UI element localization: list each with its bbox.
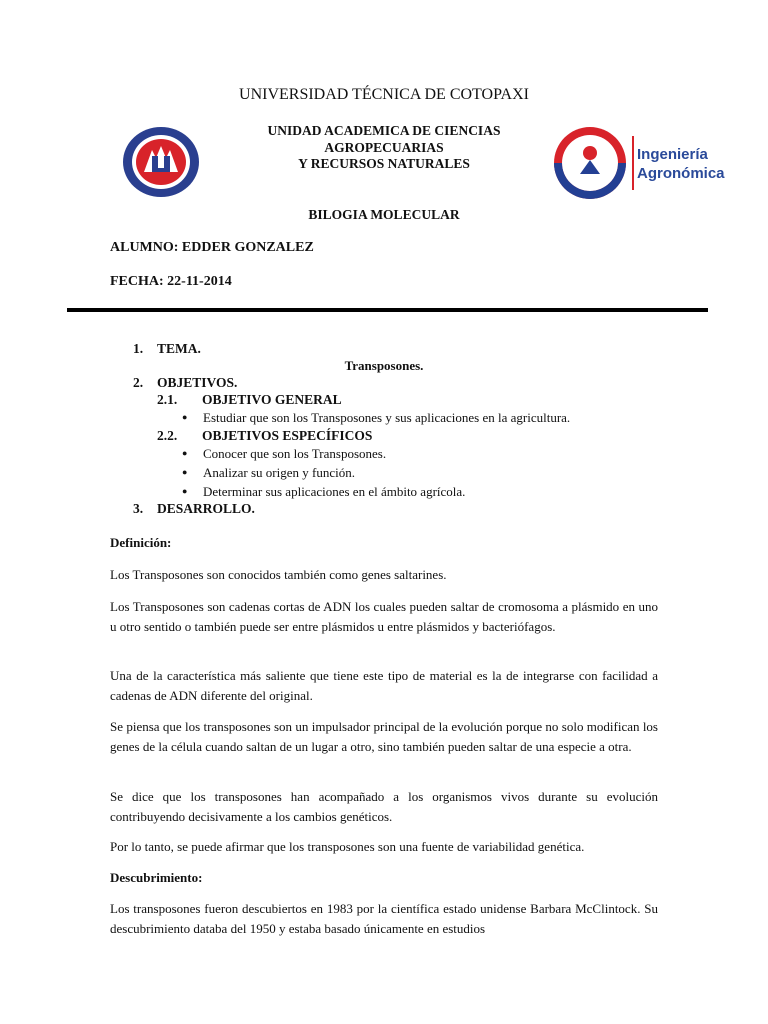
- bullet-icon: ●: [182, 486, 188, 496]
- discovery-heading: Descubrimiento:: [110, 870, 203, 885]
- agronomy-logo-text: [637, 145, 725, 183]
- student-name: ALUMNO: EDDER GONZALEZ: [110, 240, 314, 255]
- list-item: ● Estudiar que son los Transposones y sus aplicaciones en la agricultura.: [182, 410, 571, 425]
- paragraph: Los Transposones son cadenas cortas de ADN los cuales pueden saltar de cromosoma a plásmido en uno u otro sentido o también puede ser entre plásmidos u entre plásmidos y bacteriófagos.: [110, 599, 658, 634]
- paragraph: Una de la característica más saliente que tiene este tipo de material es la de integrarse con facilidad a cadenas de ADN diferente del original.: [110, 668, 658, 703]
- unit-line-1: UNIDAD ACADEMICA DE CIENCIAS: [267, 123, 501, 138]
- paragraph: Por lo tanto, se puede afirmar que los transposones son una fuente de variabilidad genética.: [110, 839, 585, 854]
- unit-line-3: Y RECURSOS NATURALES: [298, 156, 470, 171]
- section-label: TEMA.: [157, 341, 201, 356]
- subsection-number: 2.2.: [157, 428, 178, 443]
- list-item: ● Conocer que son los Transposones.: [182, 446, 387, 461]
- paragraph: Los transposones fueron descubiertos en 1983 por la científica estado unidense Barbara McClintock. Su descubrimiento databa del 1950 y estaba basado únicamente en estudios: [110, 901, 658, 936]
- bullet-icon: ●: [182, 467, 188, 477]
- topic-title: Transposones.: [344, 358, 424, 373]
- subsection-objetivos-especificos: [157, 428, 372, 444]
- paragraph: Se piensa que los transposones son un impulsador principal de la evolución porque no solo modifican los genes de la célula cuando saltan de un lugar a otro, sino también pueden saltar de una especie a otra.: [110, 719, 658, 754]
- header-divider: [67, 308, 708, 312]
- section-tema: [133, 341, 201, 357]
- subsection-label: OBJETIVOS ESPECÍFICOS: [202, 428, 373, 443]
- section-number: 1.: [133, 341, 144, 356]
- list-item: ● Analizar su origen y función.: [182, 465, 355, 480]
- section-label: DESARROLLO.: [157, 501, 255, 516]
- logo-line-2: Agronómica: [637, 165, 725, 182]
- paragraph: Se dice que los transposones han acompañado a los organismos vivos durante su evolución contribuyendo decisivamente a los cambios genéticos.: [110, 789, 658, 824]
- section-number: 2.: [133, 375, 144, 390]
- document-date: FECHA: 22-11-2014: [110, 274, 232, 289]
- paragraph: Los Transposones son conocidos también como genes saltarines.: [110, 567, 447, 582]
- subject-title: BILOGIA MOLECULAR: [308, 207, 460, 222]
- section-number: 3.: [133, 501, 144, 516]
- definition-heading: Definición:: [110, 535, 172, 550]
- section-objetivos: [133, 375, 237, 391]
- bullet-icon: ●: [182, 412, 188, 422]
- subsection-label: OBJETIVO GENERAL: [202, 392, 342, 407]
- list-item: ● Determinar sus aplicaciones en el ámbito agrícola.: [182, 484, 466, 499]
- section-label: OBJETIVOS.: [157, 375, 238, 390]
- section-desarrollo: [133, 501, 255, 517]
- unit-line-2: AGROPECUARIAS: [324, 139, 444, 155]
- university-title: UNIVERSIDAD TÉCNICA DE COTOPAXI: [239, 86, 529, 103]
- subsection-number: 2.1.: [157, 392, 178, 407]
- logo-line-1: Ingeniería: [637, 146, 708, 163]
- bullet-icon: ●: [182, 448, 188, 458]
- subsection-objetivo-general: [157, 392, 342, 408]
